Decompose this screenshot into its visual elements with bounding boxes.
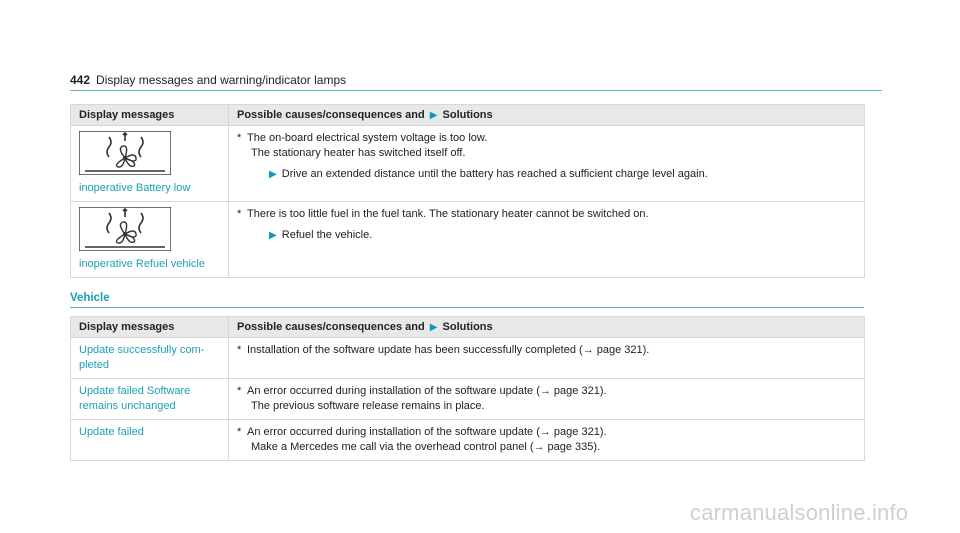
cause-line-2: The stationary heater has switched itself off.	[251, 147, 466, 159]
message-cell	[71, 379, 229, 420]
message-text-2: pleted	[79, 359, 109, 371]
bullet-star: *	[237, 426, 242, 438]
cause-line	[237, 343, 856, 358]
col-causes-label: Possible causes/consequences and	[237, 109, 425, 121]
message-text: Update failed	[79, 426, 144, 438]
heater-fan-icon	[79, 131, 171, 175]
watermark: carmanualsonline.info	[690, 500, 909, 525]
page-title: Display messages and warning/indicator lamps	[96, 73, 347, 87]
solution-line	[237, 167, 856, 182]
bullet-star: *	[237, 132, 242, 144]
solution-text: Drive an extended distance until the battery has reached a sufficient charge level again.	[281, 168, 708, 180]
col-causes-solutions	[229, 317, 865, 338]
cause-cell	[229, 379, 865, 420]
message-text: Update successfully com-	[79, 344, 205, 356]
col-display-messages: Display messages	[71, 317, 229, 338]
table-row	[71, 420, 865, 461]
table-header-row	[71, 317, 865, 338]
play-arrow-icon: ▶	[429, 322, 438, 333]
bullet-star: *	[237, 385, 242, 397]
table-row	[71, 202, 865, 278]
cause-line	[237, 131, 856, 146]
message-text: inoperative Refuel vehicle	[79, 258, 205, 270]
vehicle-messages-table	[70, 316, 865, 461]
cause-line	[237, 384, 856, 399]
cause-cell	[229, 202, 865, 278]
cause-line	[237, 425, 856, 440]
heater-messages-table	[70, 104, 865, 278]
message-text: inoperative Battery low	[79, 182, 191, 194]
message-cell	[71, 338, 229, 379]
section-title-vehicle: Vehicle	[70, 292, 864, 308]
table-row	[71, 379, 865, 420]
cause-text: An error occurred during installation of the software update (→ page 321).	[247, 426, 607, 438]
cause-line-2: The previous software release remains in place.	[251, 400, 485, 412]
message-cell	[71, 126, 229, 202]
play-arrow-icon: ▶	[429, 110, 438, 121]
col-causes-label: Possible causes/consequences and	[237, 321, 425, 333]
solution-text: Refuel the vehicle.	[281, 229, 373, 241]
cause-text: The on-board electrical system voltage is too low.	[247, 132, 488, 144]
table-header-row	[71, 105, 865, 126]
message-cell	[71, 420, 229, 461]
play-arrow-icon: ▶	[269, 230, 277, 241]
cause-text: An error occurred during installation of the software update (→ page 321).	[247, 385, 607, 397]
message-text: Update failed Software	[79, 385, 191, 397]
col-solutions-label: Solutions	[442, 109, 493, 121]
cause-cell	[229, 126, 865, 202]
heater-fan-icon	[79, 207, 171, 251]
message-text-2: remains unchanged	[79, 400, 176, 412]
bullet-star: *	[237, 208, 242, 220]
table-row	[71, 338, 865, 379]
cause-cell	[229, 420, 865, 461]
play-arrow-icon: ▶	[269, 169, 277, 180]
page-number: 442	[70, 73, 91, 87]
cause-line	[237, 207, 856, 222]
cause-cell	[229, 338, 865, 379]
cause-line-2: Make a Mercedes me call via the overhead control panel (→ page 335).	[251, 441, 601, 453]
page-header	[70, 72, 882, 91]
cause-text: There is too little fuel in the fuel tank. The stationary heater cannot be switched on.	[247, 208, 649, 220]
bullet-star: *	[237, 344, 242, 356]
cause-text: Installation of the software update has been successfully completed (→ page 321).	[247, 344, 650, 356]
message-cell	[71, 202, 229, 278]
col-solutions-label: Solutions	[442, 321, 493, 333]
solution-line	[237, 228, 856, 243]
table-row	[71, 126, 865, 202]
col-causes-solutions	[229, 105, 865, 126]
col-display-messages: Display messages	[71, 105, 229, 126]
